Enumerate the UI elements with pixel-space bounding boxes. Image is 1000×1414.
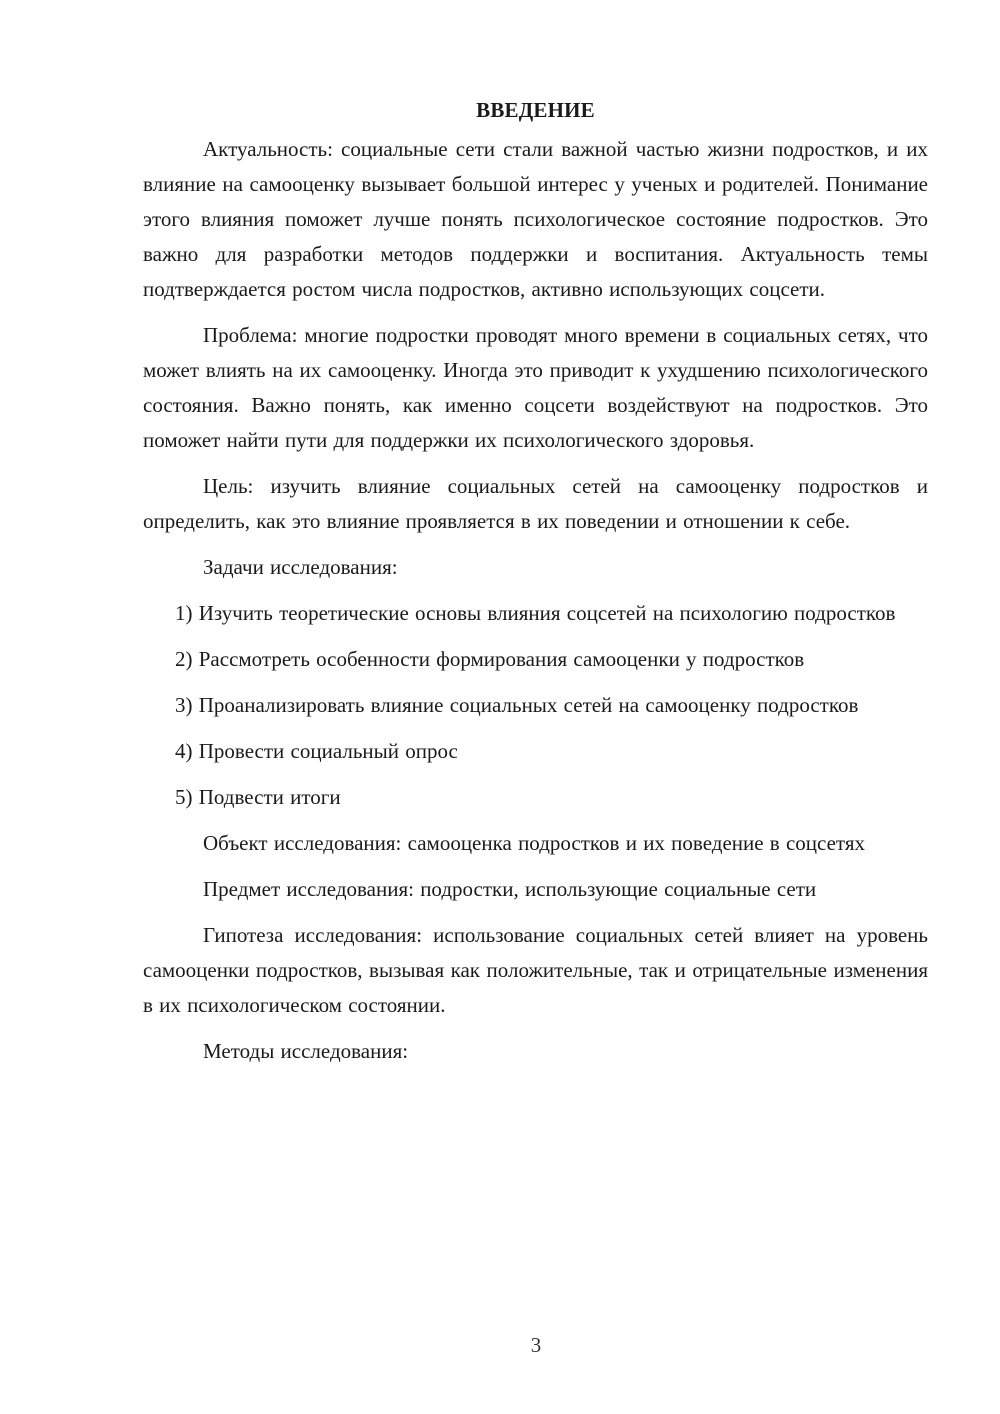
list-item-task-3: 3) Проанализировать влияние социальных сетей на самооценку подростков	[175, 693, 859, 717]
list-item-task-2: 2) Рассмотреть особенности формирования самооценки у подростков	[175, 647, 805, 671]
paragraph-problem: Проблема: многие подростки проводят много времени в социальных сетях, что может влиять на их самооценку. Иногда это приводит к ухудшению психологического состояния. Важно понять, как именно соцсети воздействуют на подростков. Это поможет найти пути для поддержки их психологического здоровья.	[143, 323, 928, 452]
list-item-task-1: 1) Изучить теоретические основы влияния соцсетей на психологию подростков	[175, 601, 896, 625]
document-page	[143, 88, 928, 1069]
paragraph-tasks-heading: Задачи исследования:	[203, 555, 398, 579]
paragraph-goal: Цель: изучить влияние социальных сетей на самооценку подростков и определить, как это влияние проявляется в их поведении и отношении к себе.	[143, 474, 928, 533]
paragraph-subject: Предмет исследования: подростки, использующие социальные сети	[203, 877, 817, 901]
paragraph-hypothesis: Гипотеза исследования: использование социальных сетей влияет на уровень самооценки подростков, вызывая как положительные, так и отрицательные изменения в их психологическом состоянии.	[143, 923, 928, 1017]
list-item-task-4: 4) Провести социальный опрос	[175, 739, 458, 763]
paragraph-object: Объект исследования: самооценка подростков и их поведение в соцсетях	[203, 831, 865, 855]
page-title: ВВЕДЕНИЕ	[476, 98, 595, 122]
list-item-task-5: 5) Подвести итоги	[175, 785, 341, 809]
paragraph-relevance: Актуальность: социальные сети стали важной частью жизни подростков, и их влияние на самооценку вызывает большой интерес у ученых и родителей. Понимание этого влияния поможет лучше понять психологическое состояние подростков. Это важно для разработки методов поддержки и воспитания. Актуальность темы подтверждается ростом числа подростков, активно использующих соцсети.	[143, 137, 928, 301]
paragraph-methods: Методы исследования:	[203, 1039, 409, 1063]
page-number: 3	[530, 1333, 542, 1357]
